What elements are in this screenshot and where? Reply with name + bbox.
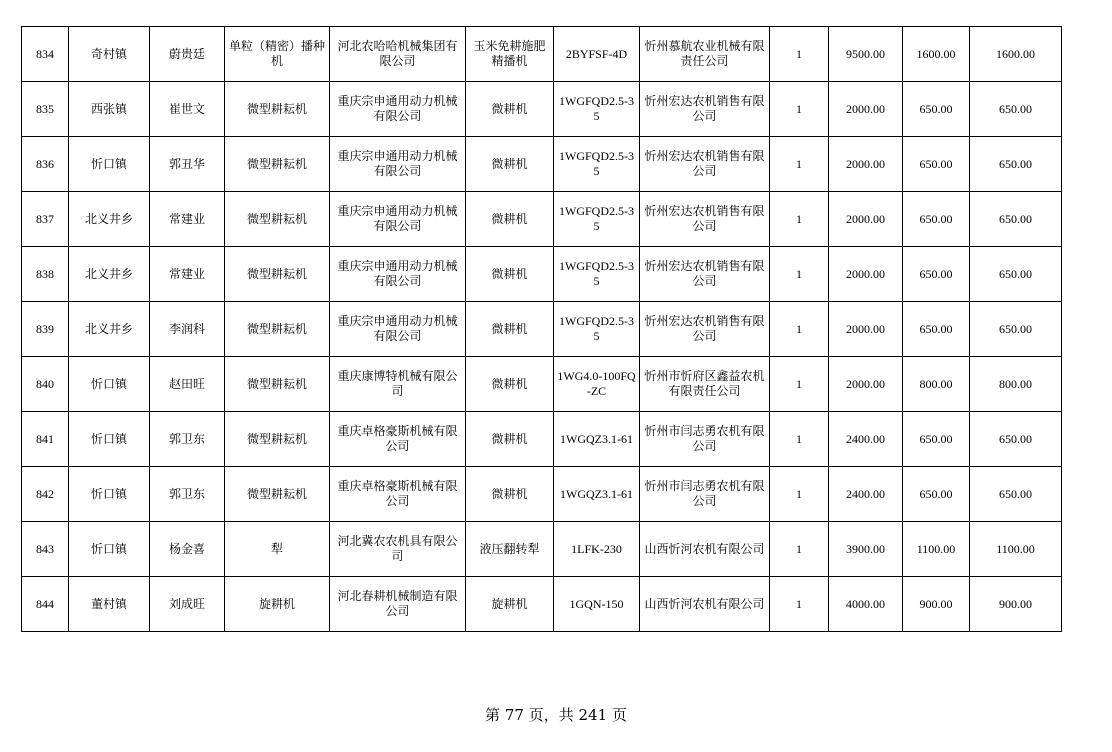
cell-sale-price: 2400.00 <box>829 412 903 467</box>
cell-serial-no: 839 <box>22 302 69 357</box>
footer-suffix: 页 <box>611 706 627 724</box>
cell-manufacturer: 河北农哈哈机械集团有限公司 <box>330 27 466 82</box>
cell-dealer: 忻州宏达农机销售有限公司 <box>640 192 770 247</box>
cell-serial-no: 840 <box>22 357 69 412</box>
cell-model: 1LFK-230 <box>554 522 640 577</box>
cell-manufacturer: 重庆康博特机械有限公司 <box>330 357 466 412</box>
cell-dealer: 山西忻河农机有限公司 <box>640 577 770 632</box>
cell-buyer-name: 刘成旺 <box>150 577 225 632</box>
table-row <box>22 577 1062 632</box>
cell-dealer: 忻州宏达农机销售有限公司 <box>640 247 770 302</box>
cell-product-name: 微耕机 <box>466 412 554 467</box>
cell-manufacturer: 河北冀农农机具有限公司 <box>330 522 466 577</box>
cell-quantity: 1 <box>770 247 829 302</box>
footer-mid: 页，共 <box>528 706 574 724</box>
cell-unit-subsidy: 650.00 <box>903 302 970 357</box>
cell-model: 2BYFSF-4D <box>554 27 640 82</box>
cell-sale-price: 9500.00 <box>829 27 903 82</box>
cell-buyer-name: 杨金喜 <box>150 522 225 577</box>
cell-town: 北义井乡 <box>69 247 150 302</box>
cell-model: 1WGFQD2.5-35 <box>554 192 640 247</box>
cell-quantity: 1 <box>770 467 829 522</box>
cell-serial-no: 838 <box>22 247 69 302</box>
cell-manufacturer: 重庆宗申通用动力机械有限公司 <box>330 192 466 247</box>
cell-town: 奇村镇 <box>69 27 150 82</box>
table-row <box>22 27 1062 82</box>
cell-model: 1WGFQD2.5-35 <box>554 302 640 357</box>
cell-total-subsidy: 650.00 <box>970 82 1062 137</box>
cell-total-subsidy: 650.00 <box>970 302 1062 357</box>
table-row <box>22 357 1062 412</box>
cell-unit-subsidy: 1100.00 <box>903 522 970 577</box>
cell-total-subsidy: 650.00 <box>970 137 1062 192</box>
footer-page-number: 77 <box>504 706 524 724</box>
table-row <box>22 467 1062 522</box>
cell-product-name: 微耕机 <box>466 247 554 302</box>
cell-unit-subsidy: 800.00 <box>903 357 970 412</box>
cell-machine-category: 旋耕机 <box>225 577 330 632</box>
cell-machine-category: 微型耕耘机 <box>225 357 330 412</box>
cell-total-subsidy: 800.00 <box>970 357 1062 412</box>
cell-machine-category: 微型耕耘机 <box>225 192 330 247</box>
cell-machine-category: 犁 <box>225 522 330 577</box>
cell-town: 忻口镇 <box>69 522 150 577</box>
footer-total-pages: 241 <box>578 706 608 724</box>
cell-dealer: 忻州市忻府区鑫益农机有限责任公司 <box>640 357 770 412</box>
cell-buyer-name: 常建业 <box>150 192 225 247</box>
cell-buyer-name: 蔚贵廷 <box>150 27 225 82</box>
cell-machine-category: 微型耕耘机 <box>225 412 330 467</box>
cell-manufacturer: 重庆卓格豪斯机械有限公司 <box>330 467 466 522</box>
cell-town: 忻口镇 <box>69 357 150 412</box>
cell-product-name: 微耕机 <box>466 82 554 137</box>
cell-total-subsidy: 650.00 <box>970 247 1062 302</box>
cell-product-name: 微耕机 <box>466 302 554 357</box>
cell-unit-subsidy: 900.00 <box>903 577 970 632</box>
table-row <box>22 137 1062 192</box>
cell-total-subsidy: 650.00 <box>970 412 1062 467</box>
cell-quantity: 1 <box>770 412 829 467</box>
cell-machine-category: 微型耕耘机 <box>225 247 330 302</box>
cell-unit-subsidy: 1600.00 <box>903 27 970 82</box>
cell-product-name: 微耕机 <box>466 192 554 247</box>
cell-quantity: 1 <box>770 577 829 632</box>
cell-dealer: 忻州宏达农机销售有限公司 <box>640 137 770 192</box>
table-row <box>22 412 1062 467</box>
cell-serial-no: 836 <box>22 137 69 192</box>
cell-serial-no: 837 <box>22 192 69 247</box>
cell-dealer: 山西忻河农机有限公司 <box>640 522 770 577</box>
cell-unit-subsidy: 650.00 <box>903 247 970 302</box>
cell-manufacturer: 重庆卓格豪斯机械有限公司 <box>330 412 466 467</box>
cell-serial-no: 841 <box>22 412 69 467</box>
cell-dealer: 忻州市闫志勇农机有限公司 <box>640 467 770 522</box>
cell-dealer: 忻州慕航农业机械有限责任公司 <box>640 27 770 82</box>
cell-buyer-name: 崔世文 <box>150 82 225 137</box>
cell-model: 1WG4.0-100FQ-ZC <box>554 357 640 412</box>
cell-serial-no: 843 <box>22 522 69 577</box>
cell-model: 1WGFQD2.5-35 <box>554 247 640 302</box>
cell-town: 忻口镇 <box>69 467 150 522</box>
cell-buyer-name: 郭丑华 <box>150 137 225 192</box>
cell-buyer-name: 郭卫东 <box>150 412 225 467</box>
cell-quantity: 1 <box>770 137 829 192</box>
cell-manufacturer: 重庆宗申通用动力机械有限公司 <box>330 247 466 302</box>
cell-buyer-name: 李润科 <box>150 302 225 357</box>
cell-total-subsidy: 1100.00 <box>970 522 1062 577</box>
table-row <box>22 522 1062 577</box>
footer-prefix: 第 <box>485 706 501 724</box>
cell-unit-subsidy: 650.00 <box>903 467 970 522</box>
cell-product-name: 旋耕机 <box>466 577 554 632</box>
cell-manufacturer: 河北春耕机械制造有限公司 <box>330 577 466 632</box>
cell-sale-price: 2000.00 <box>829 357 903 412</box>
cell-serial-no: 834 <box>22 27 69 82</box>
cell-model: 1WGQZ3.1-61 <box>554 412 640 467</box>
cell-serial-no: 842 <box>22 467 69 522</box>
cell-quantity: 1 <box>770 82 829 137</box>
cell-total-subsidy: 650.00 <box>970 467 1062 522</box>
cell-machine-category: 微型耕耘机 <box>225 467 330 522</box>
cell-quantity: 1 <box>770 357 829 412</box>
cell-sale-price: 2000.00 <box>829 82 903 137</box>
cell-sale-price: 2400.00 <box>829 467 903 522</box>
cell-total-subsidy: 900.00 <box>970 577 1062 632</box>
table-row <box>22 247 1062 302</box>
subsidy-table <box>21 26 1062 632</box>
cell-serial-no: 835 <box>22 82 69 137</box>
cell-buyer-name: 郭卫东 <box>150 467 225 522</box>
cell-manufacturer: 重庆宗申通用动力机械有限公司 <box>330 137 466 192</box>
cell-machine-category: 单粒（精密）播种机 <box>225 27 330 82</box>
table-row <box>22 302 1062 357</box>
cell-serial-no: 844 <box>22 577 69 632</box>
cell-town: 忻口镇 <box>69 412 150 467</box>
cell-dealer: 忻州市闫志勇农机有限公司 <box>640 412 770 467</box>
cell-unit-subsidy: 650.00 <box>903 137 970 192</box>
cell-manufacturer: 重庆宗申通用动力机械有限公司 <box>330 82 466 137</box>
cell-quantity: 1 <box>770 302 829 357</box>
cell-total-subsidy: 1600.00 <box>970 27 1062 82</box>
cell-town: 北义井乡 <box>69 302 150 357</box>
cell-model: 1GQN-150 <box>554 577 640 632</box>
cell-model: 1WGFQD2.5-35 <box>554 137 640 192</box>
cell-total-subsidy: 650.00 <box>970 192 1062 247</box>
cell-town: 西张镇 <box>69 82 150 137</box>
cell-dealer: 忻州宏达农机销售有限公司 <box>640 82 770 137</box>
cell-model: 1WGFQD2.5-35 <box>554 82 640 137</box>
cell-quantity: 1 <box>770 522 829 577</box>
cell-sale-price: 2000.00 <box>829 302 903 357</box>
cell-machine-category: 微型耕耘机 <box>225 82 330 137</box>
cell-sale-price: 3900.00 <box>829 522 903 577</box>
cell-model: 1WGQZ3.1-61 <box>554 467 640 522</box>
cell-dealer: 忻州宏达农机销售有限公司 <box>640 302 770 357</box>
cell-product-name: 微耕机 <box>466 467 554 522</box>
cell-machine-category: 微型耕耘机 <box>225 137 330 192</box>
cell-unit-subsidy: 650.00 <box>903 82 970 137</box>
table-row <box>22 82 1062 137</box>
cell-town: 北义井乡 <box>69 192 150 247</box>
cell-quantity: 1 <box>770 27 829 82</box>
cell-buyer-name: 赵田旺 <box>150 357 225 412</box>
cell-sale-price: 2000.00 <box>829 137 903 192</box>
cell-town: 董村镇 <box>69 577 150 632</box>
cell-product-name: 微耕机 <box>466 137 554 192</box>
cell-machine-category: 微型耕耘机 <box>225 302 330 357</box>
cell-buyer-name: 常建业 <box>150 247 225 302</box>
page-footer <box>0 704 1112 725</box>
cell-product-name: 液压翻转犁 <box>466 522 554 577</box>
cell-manufacturer: 重庆宗申通用动力机械有限公司 <box>330 302 466 357</box>
table-row <box>22 192 1062 247</box>
cell-town: 忻口镇 <box>69 137 150 192</box>
cell-sale-price: 2000.00 <box>829 247 903 302</box>
cell-quantity: 1 <box>770 192 829 247</box>
cell-unit-subsidy: 650.00 <box>903 412 970 467</box>
cell-sale-price: 4000.00 <box>829 577 903 632</box>
cell-unit-subsidy: 650.00 <box>903 192 970 247</box>
cell-product-name: 微耕机 <box>466 357 554 412</box>
cell-product-name: 玉米免耕施肥精播机 <box>466 27 554 82</box>
cell-sale-price: 2000.00 <box>829 192 903 247</box>
